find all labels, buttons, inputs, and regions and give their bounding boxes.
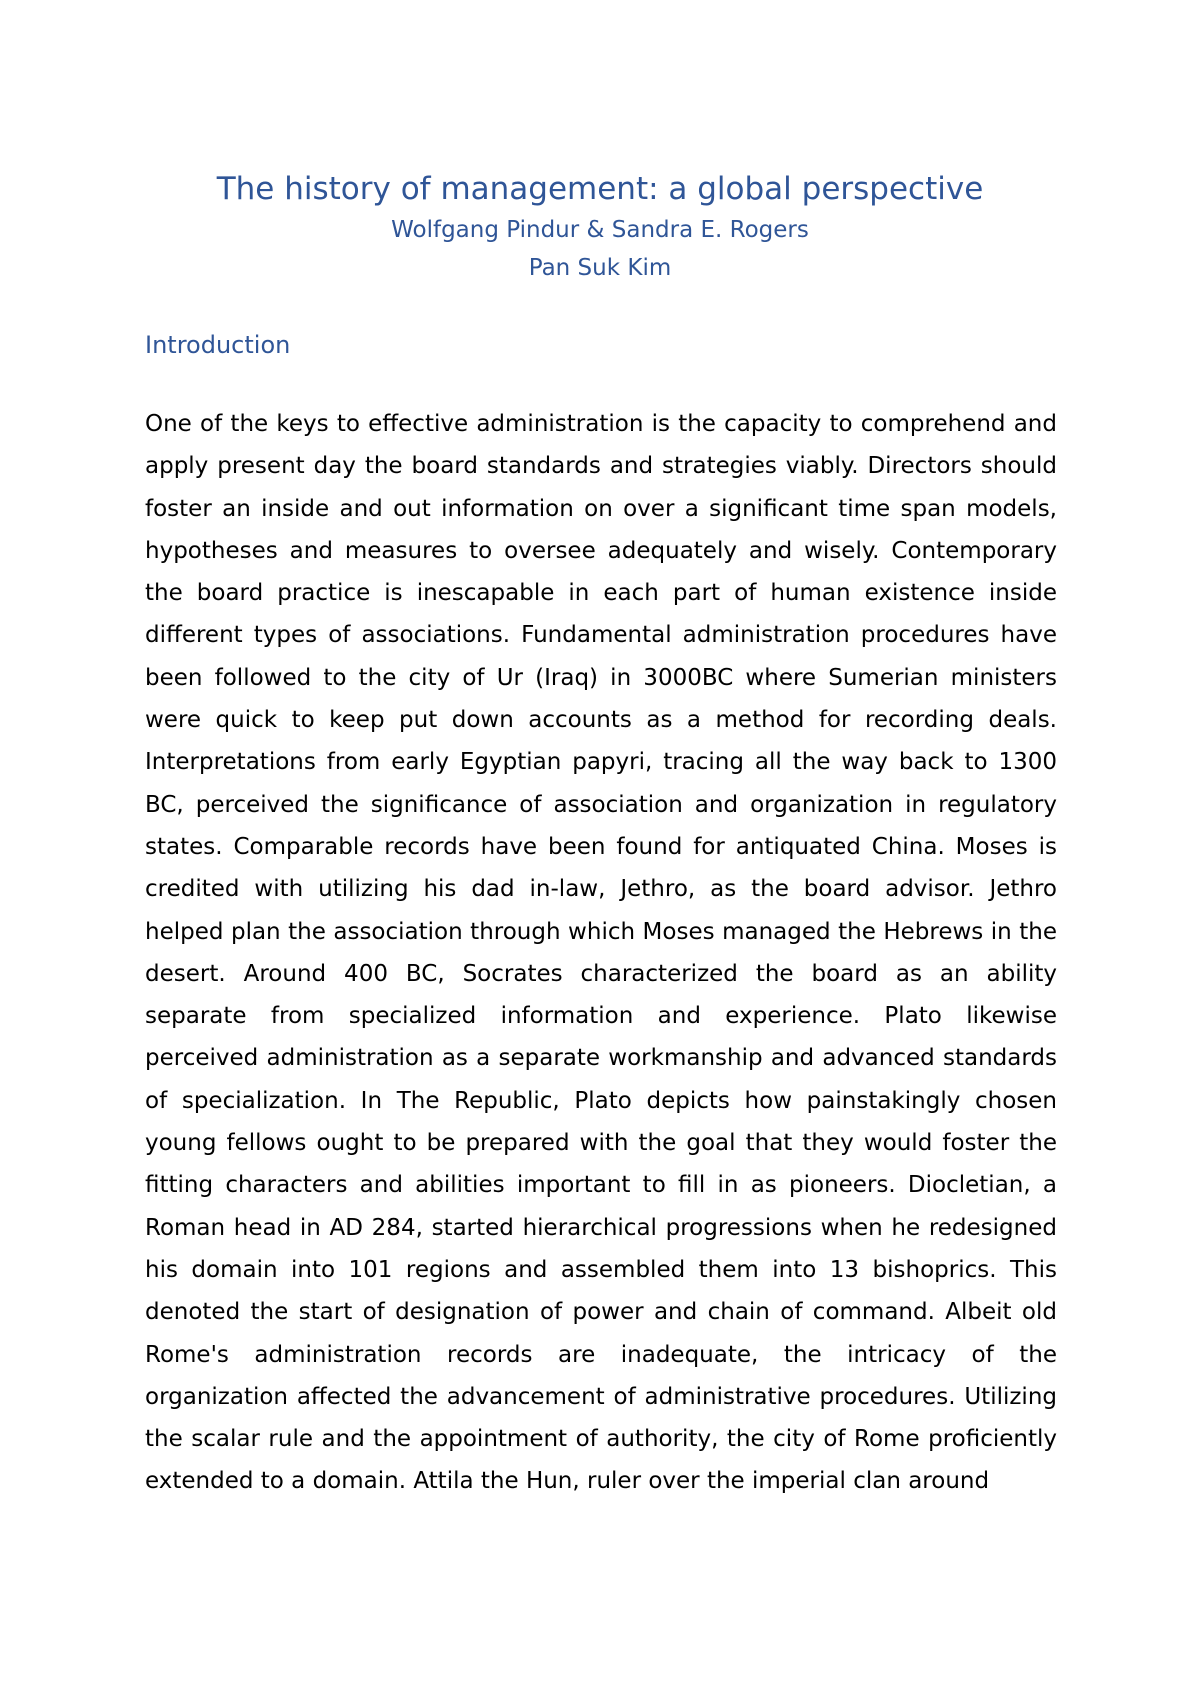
authors-line-1: Wolfgang Pindur & Sandra E. Rogers: [391, 217, 809, 243]
body-paragraph: One of the keys to effective administration is the capacity to comprehend and apply present day the board standards and strategies viably. Directors should foster an inside and out information on over a significant time span models, hypotheses and measures to oversee adequately and wisely. Contemporary the board practice is inescapable in each part of human existence inside different types of associations. Fundamental administration procedures have been followed to the city of Ur (Iraq) in 3000BC where Sumerian ministers were quick to keep put down accounts as a method for recording deals. Interpretations from early Egyptian papyri, tracing all the way back to 1300 BC, perceived the significance of association and organization in regulatory states. Comparable records have been found for antiquated China. Moses is credited with utilizing his dad in-law, Jethro, as the board advisor. Jethro helped plan the association through which Moses managed the Hebrews in the desert. Around 400 BC, Socrates characterized the board as an ability separate from specialized information and experience. Plato likewise perceived administration as a separate workmanship and advanced standards of specialization. In The Republic, Plato depicts how painstakingly chosen young fellows ought to be prepared with the goal that they would foster the fitting characters and abilities important to fill in as pioneers. Diocletian, a Roman head in AD 284, started hierarchical progressions when he redesigned his domain into 101 regions and assembled them into 13 bishoprics. This denoted the start of designation of power and chain of command. Albeit old Rome's administration records are inadequate, the intricacy of the organization affected the advancement of administrative procedures. Utilizing the scalar rule and the appointment of authority, the city of Rome proficiently extended to a domain. Attila the Hun, ruler over the imperial clan around: [145, 411, 1057, 1495]
title-block: [0, 168, 1200, 286]
section-heading-introduction: Introduction: [145, 331, 291, 359]
authors-line-2: Pan Suk Kim: [528, 255, 672, 281]
document-title: The history of management: a global perspective: [216, 171, 984, 207]
